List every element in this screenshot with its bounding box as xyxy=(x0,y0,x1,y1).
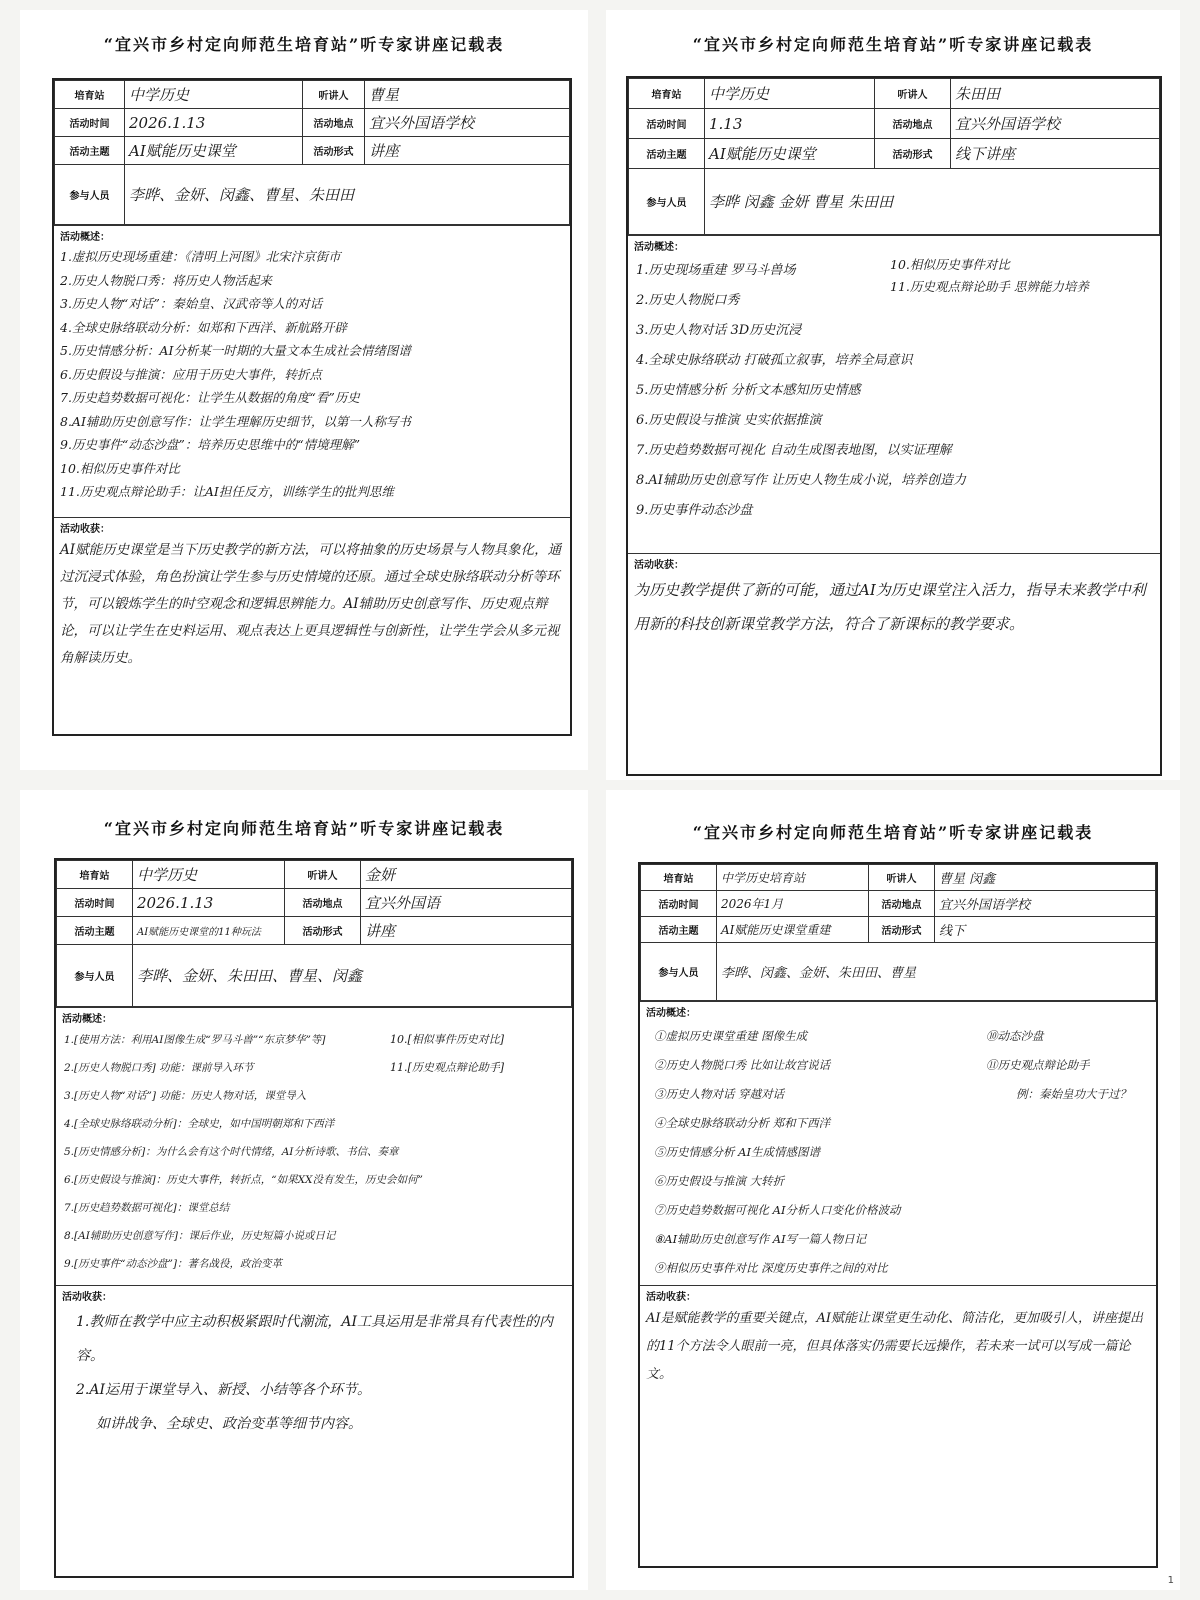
harvest-label: 活动收获： xyxy=(634,560,684,571)
overview-list-right xyxy=(890,254,1158,298)
overview-item: 10.[相似事件历史对比] xyxy=(390,1033,505,1046)
overview-item: 2.历史人物脱口秀：将历史人物活起来 xyxy=(60,272,272,288)
harvest-label: 活动收获： xyxy=(62,1292,112,1303)
overview-item: 2.历史人物脱口秀 xyxy=(636,293,740,308)
harvest-item: 2.AI运用于课堂导入、新授、小结等各个环节。 xyxy=(76,1382,371,1398)
label-time: 活动时间 xyxy=(55,109,125,137)
overview-item: 7.历史趋势数据可视化 自动生成图表地图，以实证理解 xyxy=(636,443,952,458)
overview-label: 活动概述： xyxy=(62,1014,112,1025)
overview-item: 1.[使用方法：利用AI图像生成“罗马斗兽”“东京梦华”等] xyxy=(64,1034,326,1046)
label-speaker: 听讲人 xyxy=(303,81,365,109)
overview-section xyxy=(54,225,570,517)
value-station: 中学历史 xyxy=(125,81,303,109)
value-theme: AI赋能历史课堂重建 xyxy=(717,917,869,943)
harvest-section xyxy=(54,517,570,727)
value-place: 宜兴外国语学校 xyxy=(365,109,570,137)
value-participants: 李晔、金妍、朱田田、曹星、闵鑫 xyxy=(133,945,572,1007)
sheet-title: “宜兴市乡村定向师范生培育站”听专家讲座记载表 xyxy=(692,823,1094,842)
overview-item: ⑨相似历史事件对比 深度历史事件之间的对比 xyxy=(654,1261,888,1275)
overview-item: 3.历史人物“对话”：秦始皇、汉武帝等人的对话 xyxy=(60,296,323,311)
record-form xyxy=(638,862,1158,1568)
value-form: 讲座 xyxy=(365,137,570,165)
value-time: 2026年1月 xyxy=(717,891,869,917)
overview-item: 4.全球史脉络联动 打破孤立叙事，培养全局意识 xyxy=(636,353,913,368)
overview-item: 6.[历史假设与推演]：历史大事件，转折点，“如果XX没有发生，历史会如何” xyxy=(64,1174,423,1186)
overview-item: 3.历史人物对话 3D历史沉浸 xyxy=(636,323,802,338)
label-theme: 活动主题 xyxy=(55,137,125,165)
overview-item: 4.全球史脉络联动分析：如郑和下西洋、新航路开辟 xyxy=(60,319,347,335)
label-speaker: 听讲人 xyxy=(875,79,951,109)
label-station: 培育站 xyxy=(629,79,705,109)
value-participants: 李晔、金妍、闵鑫、曹星、朱田田 xyxy=(125,165,570,225)
label-time: 活动时间 xyxy=(629,109,705,139)
harvest-text: 为历史教学提供了新的可能，通过AI为历史课堂注入活力，指导未来教学中利用新的科技创新课堂教学方法，符合了新课标的教学要求。 xyxy=(634,581,1146,633)
overview-item: 例：秦始皇功大于过？ xyxy=(1016,1087,1131,1101)
label-time: 活动时间 xyxy=(641,891,717,917)
info-table xyxy=(640,864,1156,1001)
sheet-title: “宜兴市乡村定向师范生培育站”听专家讲座记载表 xyxy=(103,819,505,838)
overview-item: 11.历史观点辩论助手：让AI担任反方，训练学生的批判思维 xyxy=(60,484,394,499)
overview-item: 1.历史现场重建 罗马斗兽场 xyxy=(636,263,796,278)
overview-item: 5.历史情感分析 分析文本感知历史情感 xyxy=(636,383,861,398)
overview-item: 8.[AI辅助历史创意写作]：课后作业，历史短篇小说或日记 xyxy=(64,1230,336,1242)
overview-list-right xyxy=(986,1022,1156,1109)
info-table xyxy=(54,80,570,225)
lecture-sheet-3 xyxy=(20,790,588,1590)
overview-item: 6.历史假设与推演：应用于历史大事件，转折点 xyxy=(60,366,322,382)
label-form: 活动形式 xyxy=(875,139,951,169)
lecture-sheet-4 xyxy=(606,790,1180,1590)
label-place: 活动地点 xyxy=(303,109,365,137)
overview-item: 10.相似历史事件对比 xyxy=(890,257,1010,272)
value-time: 1.13 xyxy=(705,109,875,139)
record-form xyxy=(626,76,1162,776)
overview-item: 1.虚拟历史现场重建：《清明上河图》北宋汴京街市 xyxy=(60,249,341,264)
overview-item: ⑥历史假设与推演 大转折 xyxy=(654,1174,785,1188)
record-form xyxy=(54,858,574,1578)
overview-item: 7.历史趋势数据可视化：让学生从数据的角度“看”历史 xyxy=(60,390,360,405)
overview-item: 11.历史观点辩论助手 思辨能力培养 xyxy=(890,279,1089,294)
label-participants: 参与人员 xyxy=(55,165,125,225)
overview-label: 活动概述： xyxy=(634,242,684,253)
value-speaker: 曹星 xyxy=(365,81,570,109)
harvest-section xyxy=(56,1285,572,1571)
value-station: 中学历史培育站 xyxy=(717,865,869,891)
sheet-title: “宜兴市乡村定向师范生培育站”听专家讲座记载表 xyxy=(692,35,1094,54)
value-form: 线下 xyxy=(935,917,1156,943)
harvest-item: 如讲战争、全球史、政治变革等细节内容。 xyxy=(96,1416,362,1432)
sheet-title: “宜兴市乡村定向师范生培育站”听专家讲座记载表 xyxy=(103,35,505,54)
page-number: 1 xyxy=(1167,1575,1174,1586)
label-station: 培育站 xyxy=(55,81,125,109)
overview-item: 5.历史情感分析：AI分析某一时期的大量文本生成社会情绪图谱 xyxy=(60,343,411,358)
value-time: 2026.1.13 xyxy=(133,889,285,917)
overview-item: 10.相似历史事件对比 xyxy=(60,460,180,476)
overview-item: 4.[全球史脉络联动分析]：全球史，如中国明朝郑和下西洋 xyxy=(64,1118,335,1130)
label-speaker: 听讲人 xyxy=(285,861,361,889)
overview-section xyxy=(640,1001,1156,1285)
label-speaker: 听讲人 xyxy=(869,865,935,891)
record-form xyxy=(52,78,572,736)
overview-item: 2.[历史人物脱口秀] 功能：课前导入环节 xyxy=(64,1062,254,1074)
overview-label: 活动概述： xyxy=(646,1008,696,1019)
label-form: 活动形式 xyxy=(285,917,361,945)
harvest-label: 活动收获： xyxy=(60,524,110,535)
overview-item: 9.历史事件“动态沙盘”：培养历史思维中的“情境理解” xyxy=(60,437,360,452)
overview-item: 9.历史事件动态沙盘 xyxy=(636,503,753,518)
lecture-sheet-1 xyxy=(20,10,588,770)
harvest-section xyxy=(628,553,1160,781)
overview-list xyxy=(654,1022,984,1283)
overview-item: ②历史人物脱口秀 比如让故宫说话 xyxy=(654,1058,831,1072)
label-form: 活动形式 xyxy=(303,137,365,165)
value-place: 宜兴外国语 xyxy=(361,889,572,917)
value-theme: AI赋能历史课堂的11种玩法 xyxy=(133,917,285,945)
harvest-text: AI是赋能教学的重要关键点，AI赋能让课堂更生动化、简洁化，更加吸引人，讲座提出的11个方法令人眼前一亮，但具体落实仍需要长远操作，若未来一试可以写成一篇论文。 xyxy=(646,1311,1144,1382)
label-theme: 活动主题 xyxy=(641,917,717,943)
overview-item: 5.[历史情感分析]：为什么会有这个时代情绪，AI分析诗歌、书信、奏章 xyxy=(64,1146,399,1158)
overview-item: ①虚拟历史课堂重建 图像生成 xyxy=(654,1029,808,1043)
overview-item: 6.历史假设与推演 史实依据推演 xyxy=(636,413,822,428)
overview-item: 8.AI辅助历史创意写作：让学生理解历史细节，以第一人称写书 xyxy=(60,413,411,429)
overview-item: ⑧AI辅助历史创意写作 AI写一篇人物日记 xyxy=(654,1232,867,1246)
overview-list-right xyxy=(390,1026,570,1082)
overview-section xyxy=(628,235,1160,553)
label-participants: 参与人员 xyxy=(629,169,705,235)
overview-item: 9.[历史事件“动态沙盘”]：著名战役，政治变革 xyxy=(64,1258,282,1270)
overview-item: ⑩动态沙盘 xyxy=(986,1029,1044,1043)
overview-item: ⑪历史观点辩论助手 xyxy=(986,1058,1090,1072)
label-participants: 参与人员 xyxy=(641,943,717,1001)
value-form: 线下讲座 xyxy=(951,139,1160,169)
harvest-item: 1.教师在教学中应主动积极紧跟时代潮流，AI工具运用是非常具有代表性的内容。 xyxy=(76,1314,553,1364)
overview-item: ④全球史脉络联动分析 郑和下西洋 xyxy=(654,1116,831,1130)
info-table xyxy=(56,860,572,1007)
value-form: 讲座 xyxy=(361,917,572,945)
label-place: 活动地点 xyxy=(285,889,361,917)
overview-section xyxy=(56,1007,572,1285)
value-time: 2026.1.13 xyxy=(125,109,303,137)
overview-item: ⑤历史情感分析 AI生成情感图谱 xyxy=(654,1145,821,1159)
value-participants: 李晔、闵鑫、金妍、朱田田、曹星 xyxy=(717,943,1156,1001)
value-theme: AI赋能历史课堂 xyxy=(125,137,303,165)
harvest-section xyxy=(640,1285,1156,1565)
label-time: 活动时间 xyxy=(57,889,133,917)
label-station: 培育站 xyxy=(641,865,717,891)
overview-item: 3.[历史人物“对话”] 功能：历史人物对话，课堂导入 xyxy=(64,1090,307,1102)
value-place: 宜兴外国语学校 xyxy=(935,891,1156,917)
value-speaker: 曹星 闵鑫 xyxy=(935,865,1156,891)
value-station: 中学历史 xyxy=(705,79,875,109)
value-place: 宜兴外国语学校 xyxy=(951,109,1160,139)
overview-label: 活动概述： xyxy=(60,232,110,243)
label-theme: 活动主题 xyxy=(57,917,133,945)
label-place: 活动地点 xyxy=(875,109,951,139)
info-table xyxy=(628,78,1160,235)
value-theme: AI赋能历史课堂 xyxy=(705,139,875,169)
label-place: 活动地点 xyxy=(869,891,935,917)
harvest-text: AI赋能历史课堂是当下历史教学的新方法，可以将抽象的历史场景与人物具象化，通过沉浸式体验，角色扮演让学生参与历史情境的还原。通过全球史脉络联动分析等环节，可以锻炼学生的时空观念和逻辑思辨能力。AI辅助历史创意写作、历史观点辩论，可以让学生在史料运用、观点表达上更具逻辑性与创新性，让学生学会从多元视角解读历史。 xyxy=(60,542,562,666)
overview-list xyxy=(60,245,564,504)
overview-item: ③历史人物对话 穿越对话 xyxy=(654,1087,785,1101)
overview-item: ⑦历史趋势数据可视化 AI分析人口变化价格波动 xyxy=(654,1203,901,1217)
lecture-sheet-2 xyxy=(606,10,1180,780)
label-form: 活动形式 xyxy=(869,917,935,943)
harvest-label: 活动收获： xyxy=(646,1292,696,1303)
harvest-list xyxy=(62,1305,566,1441)
label-theme: 活动主题 xyxy=(629,139,705,169)
overview-item: 11.[历史观点辩论助手] xyxy=(390,1061,505,1074)
value-speaker: 金妍 xyxy=(361,861,572,889)
label-station: 培育站 xyxy=(57,861,133,889)
value-speaker: 朱田田 xyxy=(951,79,1160,109)
overview-item: 7.[历史趋势数据可视化]：课堂总结 xyxy=(64,1202,230,1214)
value-station: 中学历史 xyxy=(133,861,285,889)
label-participants: 参与人员 xyxy=(57,945,133,1007)
overview-item: 8.AI辅助历史创意写作 让历史人物生成小说，培养创造力 xyxy=(636,473,967,488)
value-participants: 李晔 闵鑫 金妍 曹星 朱田田 xyxy=(705,169,1160,235)
